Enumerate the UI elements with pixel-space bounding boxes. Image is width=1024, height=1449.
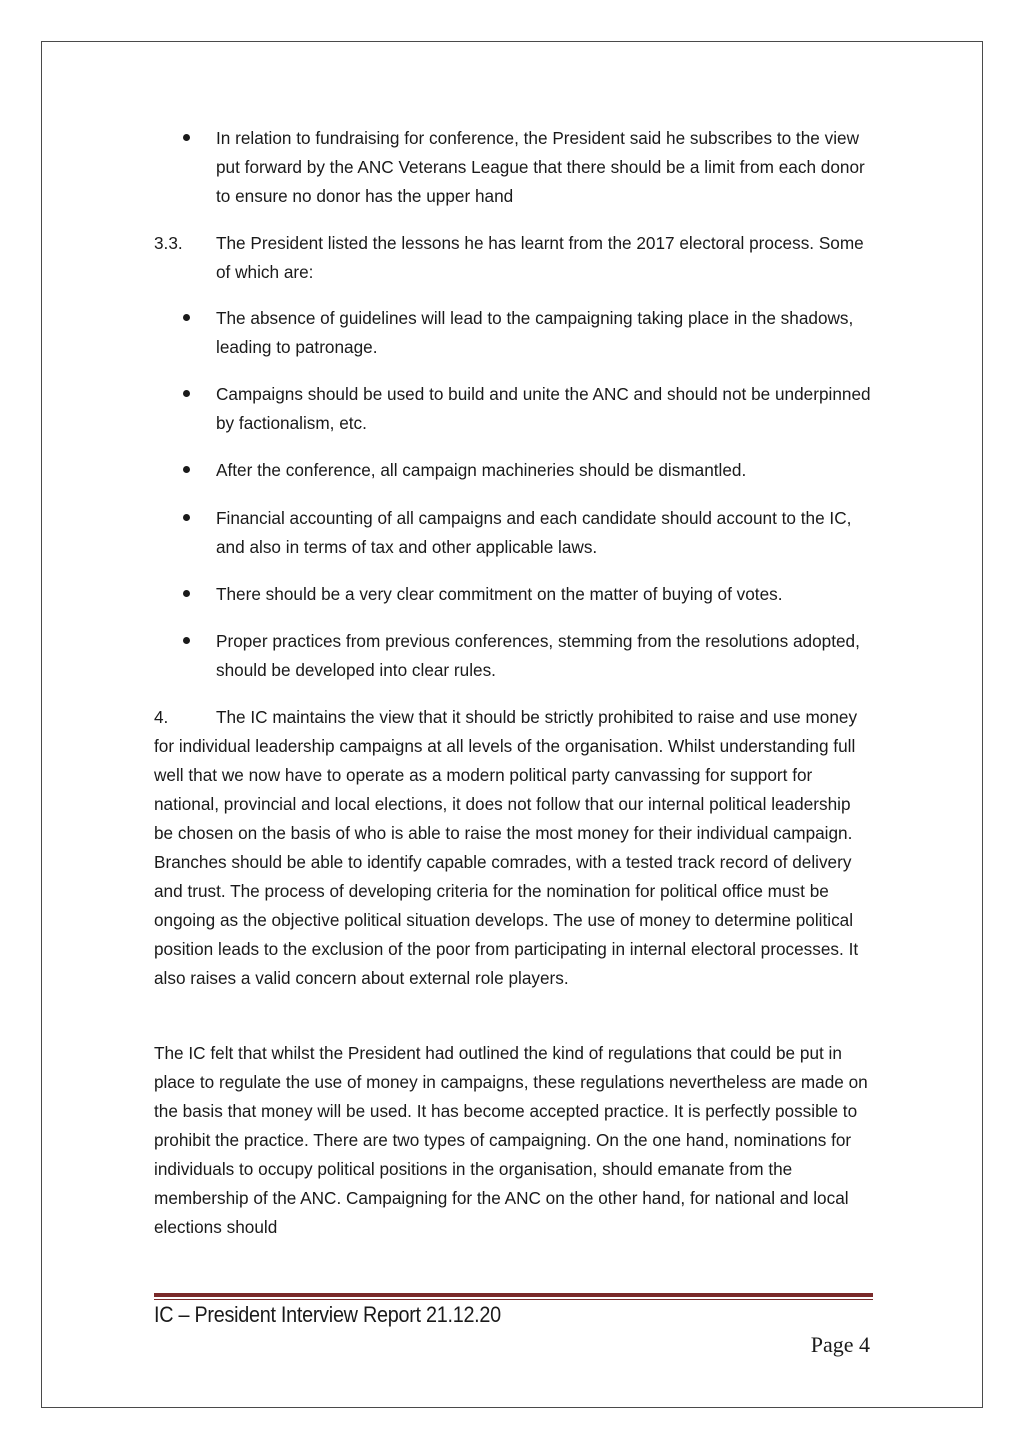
bullet-lesson [216, 504, 876, 562]
footer-rule-thin [154, 1299, 873, 1300]
paragraph-text: The IC felt that whilst the President had outlined the kind of regulations that could be put in place to regulate the use of money in campaigns, these regulations nevertheless are made on the basis that money will be used. It has become accepted practice. It is perfectly possible to prohibit the practice. There are two types of campaigning. On the one hand, nominations for individuals to occupy political positions in the organisation, should emanate from the membership of the ANC. Campaigning for the ANC on the other hand, for national and local elections should [154, 1043, 868, 1237]
section-4 [154, 703, 874, 993]
section-number: 4. [154, 707, 169, 727]
page-number: Page 4 [810, 1332, 870, 1357]
bullet-dot [183, 637, 190, 644]
section-number: 3.3. [154, 233, 183, 253]
bullet-lesson [216, 304, 876, 362]
bullet-dot [183, 514, 190, 521]
bullet-dot [183, 390, 190, 397]
bullet-text: Financial accounting of all campaigns and each candidate should account to the IC, and also in terms of tax and other applicable laws. [216, 508, 852, 557]
footer-rule [154, 1293, 873, 1297]
bullet-lesson [216, 456, 876, 485]
bullet-text: In relation to fundraising for conference, the President said he subscribes to the view put forward by the ANC Veterans League that there should be a limit from each donor to ensure no donor has the upper hand [216, 128, 865, 206]
bullet-fundraising [216, 124, 876, 211]
bullet-lesson [216, 627, 876, 685]
bullet-text: Campaigns should be used to build and unite the ANC and should not be underpinned by factionalism, etc. [216, 384, 871, 433]
bullet-lesson [216, 380, 876, 438]
paragraph-ic-view [154, 1039, 874, 1242]
bullet-dot [183, 466, 190, 473]
bullet-dot [183, 134, 190, 141]
section-text: The President listed the lessons he has learnt from the 2017 electoral process. Some of which are: [216, 233, 864, 282]
bullet-text: The absence of guidelines will lead to the campaigning taking place in the shadows, leading to patronage. [216, 308, 854, 357]
bullet-dot [183, 314, 190, 321]
bullet-lesson [216, 580, 876, 609]
bullet-text: After the conference, all campaign machineries should be dismantled. [216, 460, 747, 480]
bullet-text: Proper practices from previous conferences, stemming from the resolutions adopted, should be developed into clear rules. [216, 631, 860, 680]
bullet-dot [183, 590, 190, 597]
section-text: The IC maintains the view that it should be strictly prohibited to raise and use money for individual leadership campaigns at all levels of the organisation. Whilst understanding full well that we now have to operate as a modern political party canvassing for support for national, provincial and local elections, it does not follow that our internal political leadership be chosen on the basis of who is able to raise the most money for their individual campaign. Branches should be able to identify capable comrades, with a tested track record of delivery and trust. The process of developing criteria for the nomination for political office must be ongoing as the objective political situation develops. The use of money to determine political position leads to the exclusion of the poor from participating in internal electoral processes. It also raises a valid concern about external role players. [154, 707, 859, 988]
bullet-text: There should be a very clear commitment on the matter of buying of votes. [216, 584, 783, 604]
section-3-3 [154, 229, 876, 287]
footer-title: IC – President Interview Report 21.12.20 [154, 1302, 501, 1327]
